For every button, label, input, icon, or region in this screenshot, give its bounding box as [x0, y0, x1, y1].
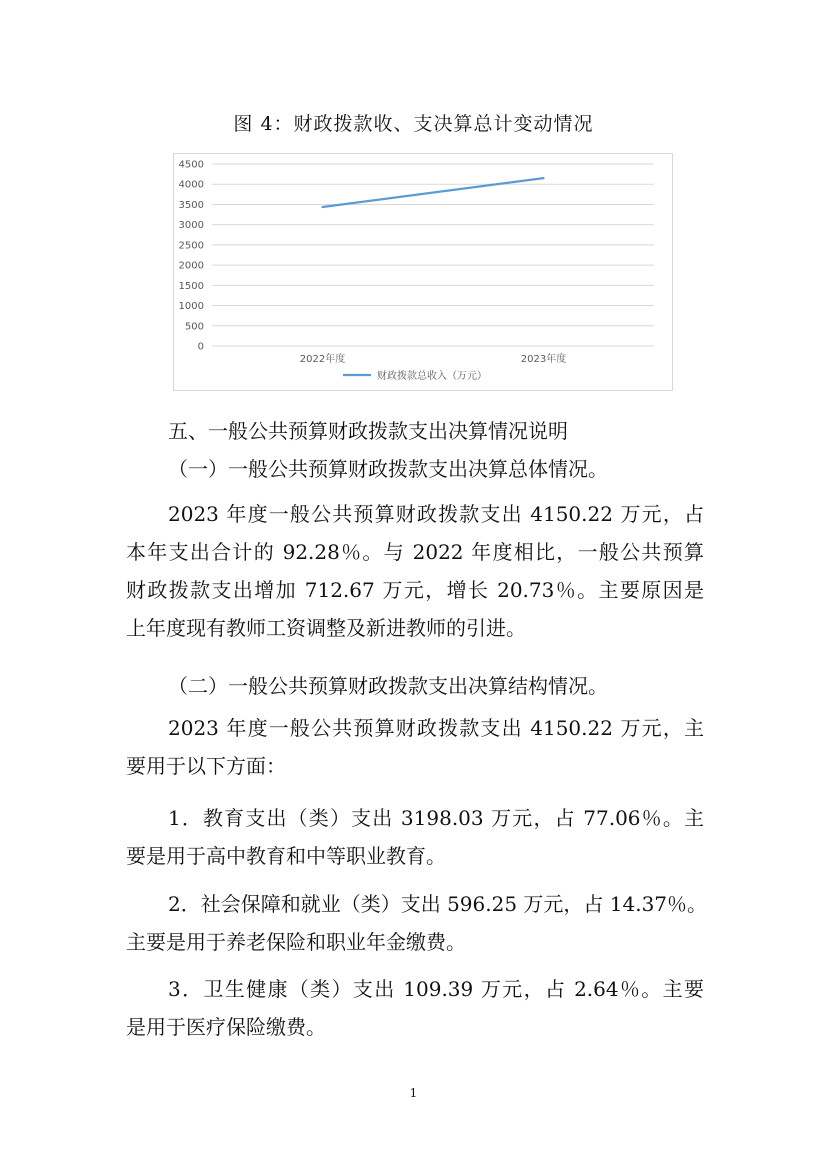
paragraph-line: 本年支出合计的 92.28％。与 2022 年度相比，一般公共预算: [126, 540, 704, 564]
series-line: [323, 178, 544, 207]
list-item-education: [126, 799, 704, 875]
paragraph-line: 2023 年度一般公共预算财政拨款支出 4150.22 万元，占: [168, 502, 704, 526]
paragraph-line: 3．卫生健康（类）支出 109.39 万元，占 2.64％。主要: [168, 977, 704, 1001]
paragraph-line: 是用于医疗保险缴费。: [126, 1015, 326, 1039]
y-tick-label: 2500: [178, 240, 204, 252]
paragraph-line: 2．社会保障和就业（类）支出 596.25 万元，占 14.37％。: [168, 892, 708, 916]
paragraph-line: 上年度现有教师工资调整及新进教师的引进。: [126, 616, 526, 640]
paragraph-line: 2023 年度一般公共预算财政拨款支出 4150.22 万元，主: [168, 716, 704, 740]
paragraph-overall: [126, 495, 704, 647]
paragraph-line: 要用于以下方面：: [126, 754, 286, 778]
x-tick-label: 2023年度: [520, 354, 567, 365]
chart-canvas: [174, 154, 672, 390]
figure-title: 图 4：财政拨款收、支决算总计变动情况: [233, 113, 594, 135]
y-tick-label: 3500: [178, 199, 204, 211]
y-tick-label: 0: [197, 341, 204, 353]
list-item-social-security: [126, 885, 708, 961]
y-tick-label: 4000: [178, 179, 204, 191]
page-number: 1: [409, 1086, 418, 1100]
paragraph-line: 要是用于高中教育和中等职业教育。: [126, 844, 446, 868]
subsection-title-text: （一）一般公共预算财政拨款支出决算总体情况。: [168, 457, 608, 481]
paragraph-line: 1．教育支出（类）支出 3198.03 万元，占 77.06％。主: [168, 806, 704, 830]
subsection-title-1: [126, 450, 704, 488]
section-heading-5: [126, 412, 704, 450]
heading-text: 五、一般公共预算财政拨款支出决算情况说明: [168, 419, 568, 443]
paragraph-structure: [126, 709, 704, 785]
paragraph-line: 主要是用于养老保险和职业年金缴费。: [126, 930, 466, 954]
paragraph-line: 财政拨款支出增加 712.67 万元，增长 20.73％。主要原因是: [126, 578, 704, 602]
line-chart: [173, 153, 673, 391]
legend-label: 财政拨款总收入（万元）: [377, 371, 487, 382]
subsection-title-2: [126, 667, 704, 705]
y-tick-label: 1000: [178, 301, 204, 313]
y-tick-label: 1500: [178, 280, 204, 292]
y-tick-label: 500: [184, 321, 204, 333]
y-tick-label: 4500: [178, 159, 204, 171]
list-item-health: [126, 970, 704, 1046]
x-tick-label: 2022年度: [299, 354, 346, 365]
y-tick-label: 2000: [178, 260, 204, 272]
subsection-title-text: （二）一般公共预算财政拨款支出决算结构情况。: [168, 674, 608, 698]
y-tick-label: 3000: [178, 220, 204, 232]
